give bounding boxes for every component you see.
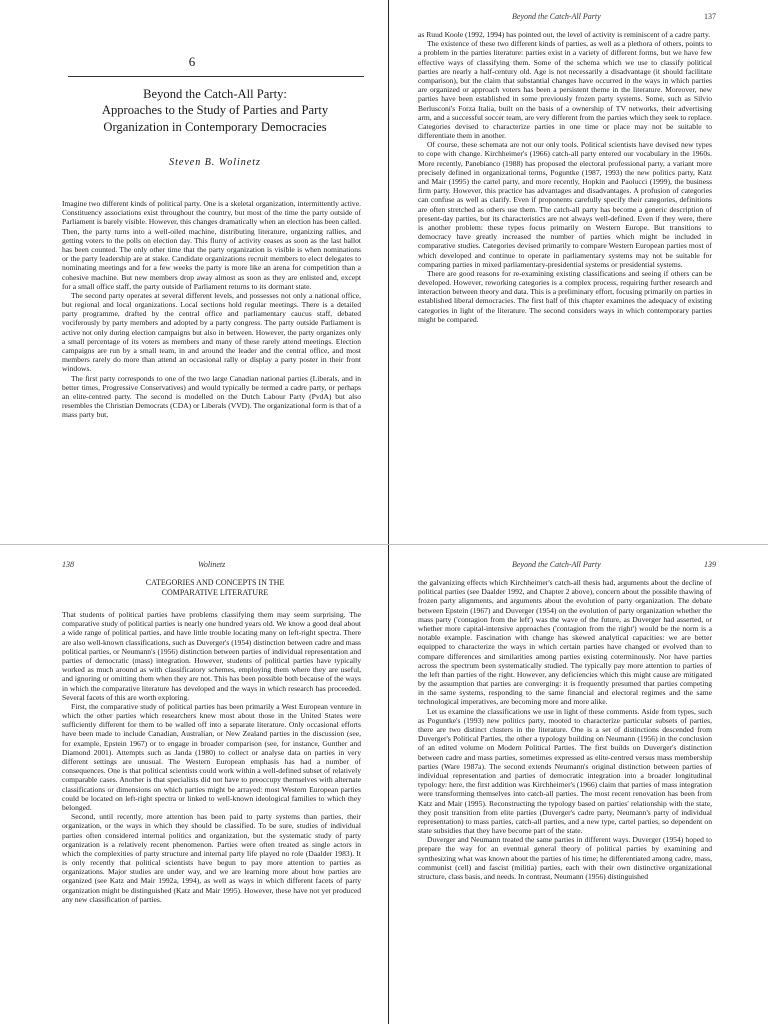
chapter-title-line: Approaches to the Study of Parties and Party — [101, 103, 329, 118]
running-head: Beyond the Catch-All Party — [512, 12, 601, 21]
paragraph: Duverger and Neumann treated the same parties in different ways. Duverger (1954) hoped to prepare the way for an eventual general theory of political parties by examining and synthesizing what was known about the parties of his time; he differentiated among cadre, mass, communist (cell) and fascist (militia) parties, each with their own distinctive organizational structure, class basis, and needs. In contrast, Neumann (1956) distinguished — [418, 835, 712, 881]
paragraph: Second, until recently, more attention has been paid to party systems than parties, their organization, or the ways in which they should be classified. To be sure, studies of individual parties often considered internal politics and organization, but the systematic study of party organization is a relatively recent phenomenon. Parties were often treated as single actors in which the complexities of party structure and internal party life played no role (Daalder 1983). It is only recently that political scientists have begun to pay more attention to parties as organizations. Major studies are under way, and we are learning more about how parties are organized (see Katz and Mair 1992a, 1994), as well as ways in which different facets of party organization might be distinguished (Katz and Mair 1995). However, these have not yet produced any new classification of parties. — [62, 812, 361, 904]
page-number: 139 — [704, 560, 716, 569]
paragraph: Let us examine the classifications we use in light of these comments. Aside from types, such as Poguntke's (1993) new politics party, mooted to characterize particular subsets of parties, there are two distinct clusters in the literature. One is a set of distinctions descended from Duverger's Political Parties, the other a typology building on Neumann (1956) in the conclusion of an edited volume on Modern Political Parties. The first builds on Duverger's distinction between cadre and mass parties, sometimes expressed as elite-centred versus mass membership parties (Ware 1987a). The second extends Neumann's original distinction between parties of individual representation and parties of democratic integration into a broader longitudinal typology: here, the first addition was Kirchheimer's (1966) claim that parties of mass integration were transforming themselves into catch-all parties. The most recent renovation has been from Katz and Mair (1995). Reconstructing the typology based on parties' relationship with the state, they posit transition from elite parties (Duverger's cadre party, Neumann's party of individual representation) to mass parties, catch-all parties, and a new type, cartel parties, so dependent on state subsidies that they have become part of the state. — [418, 706, 712, 836]
page-gutter-divider — [388, 0, 389, 1024]
page-139-body — [418, 578, 712, 881]
paragraph: The first party corresponds to one of the two large Canadian national parties (Liberals, and in better times, Progressive Conservatives) and would typically be termed a cadre party, or perhaps an elite-centred party. The second is modelled on the Dutch Labour Party (PvdA) but also resembles the Christian Democrats (CDA) or Liberals (VVD). The organizational form is that of a mass party but, — [62, 373, 361, 420]
section-heading-line: CATEGORIES AND CONCEPTS IN THE — [145, 578, 285, 587]
paragraph: Imagine two different kinds of political party. One is a skeletal organization, intermittently active. Constituency associations exist throughout the country, but most of the time the party outside of Parliament is barely visible. However, this changes dramatically when an election has been called. Then, the party turns into a well-oiled machine, distributing literature, organizing rallies, and getting voters to the polls on election day. This flurry of activity ceases as soon as the last ballot has been counted. The only other time that the party organization is visible is when nominations or the party leadership are at stake. Candidate organizations recruit members to elect delegates to nominating meetings and for a few weeks the party is more like an arena for competition than a cohesive machine. But new members drop away almost as soon as they are enlisted and, except for a small office staff, the party outside of Parliament returns to its dormant state. — [62, 199, 361, 291]
chapter-title-line: Beyond the Catch-All Party: — [143, 87, 287, 101]
section-heading — [60, 578, 370, 599]
paragraph: Of course, these schemata are not our only tools. Political scientists have devised new types to cope with change. Kirchheimer's (1966) catch-all party entered our vocabulary in the 1960s. More recently, Panebianco (1988) has proposed the electoral professional party, a variant more precisely defined in organizational terms, Poguntke (1987, 1993) the new politics party, Katz and Mair (1995) the cartel party, and more recently, Hopkin and Paolucci (1999), the business firm party. However, this practice has advantages and disadvantages. A profusion of categories can confuse as well as clarify. Even if proponents carefully specify their categories, definitions are often stretched as others use them. The catch-all party has become a generic description of present-day parties, but its characteristics are not always well-defined. Even if they were, there is another problem: these types focus primarily on Western Europe. But transitions to democracy have greatly increased the number of parties which might be included in comparative studies. Categories devised primarily to compare Western European parties most of which developed and continue to operate in parliamentary systems may not be suitable for comparing parties in mixed parliamentary-presidential systems or presidential systems. — [418, 140, 712, 269]
running-head: Beyond the Catch-All Party — [512, 560, 601, 569]
paragraph: as Ruud Koole (1992, 1994) has pointed out, the level of activity is reminiscent of a cadre party. — [418, 30, 711, 39]
paragraph: the galvanizing effects which Kirchheimer's catch-all thesis had, arguments about the decline of political parties (see Daalder 1992, and Chapter 2 above), concern about the possible thawing of frozen party alignments, and arguments about the evolution of party organization. The debate between Epstein (1967) and Duverger (1954) on the evolution of party organization whether the mass party ('contagion from the left') was the wave of the future, as Duverger had asserted, or whether more capital-intensive approaches ('contagion from the right') would be the norm is a notable example. Fascination with change has skewed analytical capacities: we are better equipped to characterize the ways in which certain parties have changed or evolved than to compare differences and similarities among parties existing coterminously. Nor have parties across the spectrum been systematically studied. The typically pay more attention to parties of the left than parties of the right. However, any deficiencies which this might cause are mitigated by the assumption that parties are converging: it is frequently presumed that parties competing in the same systems, responding to the same financial and electoral regimes and the same technological imperatives, are becoming more and more alike. — [418, 578, 712, 707]
page-139 — [392, 548, 768, 1024]
page-137-body — [418, 30, 712, 324]
paragraph: That students of political parties have problems classifying them may seem surprising. The comparative study of political parties is nearly one hundred years old. We know a good deal about a wide range of political parties, and have little trouble locating many on left-right spectra. There are also well-known classifications, such as Duverger's (1954) distinction between cadre and mass political parties, or Neumann's (1956) distinction between parties of individual representation and parties of democratic (mass) integration. However, students of political parties have typically worked as much around as with classificatory schemes, employing them where they are useful, and ignoring or omitting them when they are not. This has been possible both because of the ways in which the comparative literature has developed and the ways in which research has proceeded. Several facets of this are worth exploring. — [62, 610, 361, 702]
running-head: Wolinetz — [198, 560, 226, 569]
paragraph: There are good reasons for re-examining existing classifications and seeing if others can be developed. However, reworking categories is a complex process, requiring further research and interaction between theory and data. This is a preliminary effort, focusing primarily on parties in established liberal democracies. The first half of this chapter examines the adequacy of existing categories in light of the literature. The second considers ways in which contemporary parties might be compared. — [418, 268, 712, 324]
paragraph: The existence of these two different kinds of parties, as well as a plethora of others, points to a problem in the parties literature: parties exist in a variety of different forms, but we have few effective ways of classifying them. Some of the schema which we use to classify political parties are nearly a half-century old. Age is not necessarily a disadvantage (it should facilitate comparison), but the claim that substantial changes have occurred in the ways in which parties are organized or approach voters has been a persistent theme in the literature. Moreover, new parties have been established in some previously frozen party systems. Some, such as Silvio Berlusconi's Forza Italia, built on the basis of a ownership of TV networks, their advertising arm, and a successful soccer team, are very different from the parties which they seek to replace. Categories devised to characterize parties in one time or place may not be suitable to differentiate them in another. — [418, 39, 712, 141]
page-row-divider — [0, 544, 768, 545]
page-136-body — [62, 199, 361, 420]
chapter-title — [60, 86, 370, 135]
paragraph: First, the comparative study of political parties has been primarily a West European venture in which the other parties which researchers knew most about those in the United States were sufficiently different for them to be walled off into a separate literature. Only occasional efforts have been made to include Canadian, Australian, or New Zealand parties in the discussion (see, for example, Epstein 1967) or to engage in broader comparison (see, for instance, Gunther and Diamond 2001). Attempts such as Janda (1980) to collect or analyse data on parties in very different settings are unusual. The Western European emphasis has had a number of consequences. One is that political scientists could work within a well-defined subset of relatively comparable cases. Another is that specialists did not have to preoccupy themselves with alternate classifications or dimensions on which parties might be arrayed: most Western European parties could be located on left-right spectra or linked to well-known ideological families to which they belonged. — [62, 701, 361, 812]
chapter-title-line: Organization in Contemporary Democracies — [103, 119, 327, 134]
chapter-number: 6 — [188, 54, 196, 69]
page-138-body — [62, 610, 361, 904]
chapter-rule — [68, 76, 364, 77]
page-number: 138 — [62, 560, 74, 569]
page-138 — [0, 548, 384, 1024]
section-heading-line: COMPARATIVE LITERATURE — [161, 588, 269, 598]
page-number: 137 — [704, 12, 716, 21]
chapter-author: Steven B. Wolinetz — [169, 157, 261, 168]
page-136 — [0, 0, 384, 540]
page-137 — [392, 0, 768, 540]
paragraph: The second party operates at several different levels, and possesses not only a national office, but regional and local organizations. Local sections hold regular meetings. There is a detailed party programme, drafted by the central office and parliamentary caucus staff, debated vociferously by party members and adopted by a party congress. The party outside Parliament is active not only during election campaigns but also in between. However, the party organizes only a small percentage of its voters as members and many of these rarely attend meetings. Election campaigns are run by a small team, in and around the leader and the central office, and most members rarely do more than attend an occasional rally or display a party poster in their front windows. — [62, 290, 361, 374]
